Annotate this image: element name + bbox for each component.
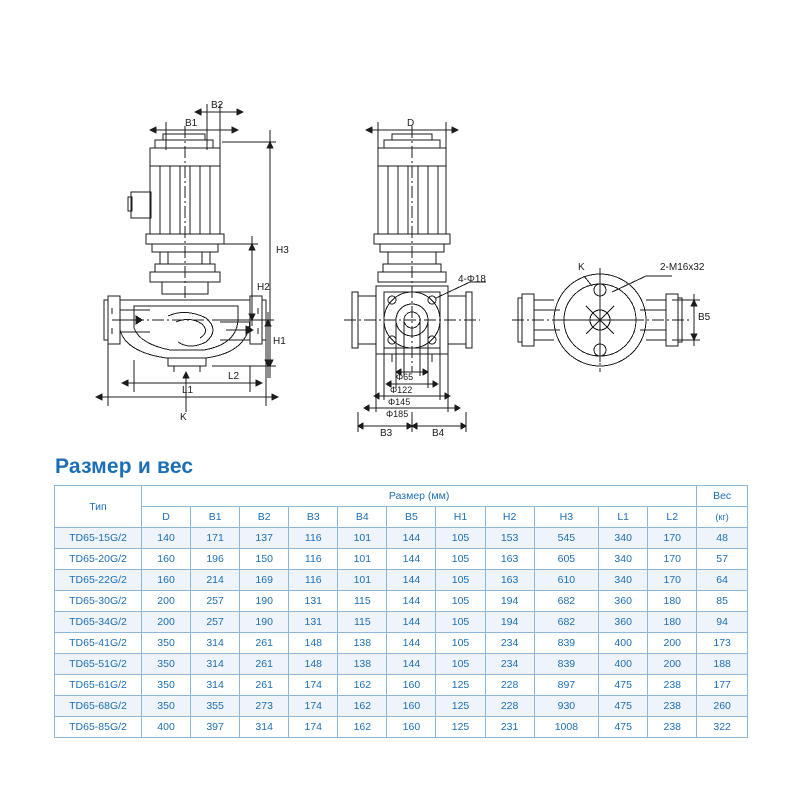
cell-b4: 162 [338,717,387,738]
dim-label-k-front: K [180,412,187,423]
cell-d: 350 [142,675,191,696]
cell-l1: 340 [599,570,648,591]
cell-type: TD65-68G/2 [55,696,142,717]
header-col-h2: H2 [485,507,534,528]
table-row [55,717,748,738]
cell-b3: 131 [289,612,338,633]
cell-l2: 170 [648,528,697,549]
cell-d: 200 [142,591,191,612]
cell-type: TD65-20G/2 [55,549,142,570]
cell-b1: 257 [191,612,240,633]
cell-h1: 105 [436,612,485,633]
header-group-size: Размер (мм) [142,486,697,507]
cell-l2: 238 [648,696,697,717]
dim-label-b3: B3 [380,428,393,439]
cell-h3: 897 [534,675,599,696]
cell-h1: 125 [436,696,485,717]
cell-b3: 116 [289,528,338,549]
cell-l1: 340 [599,528,648,549]
dim-label-b4: B4 [432,428,445,439]
cell-type: TD65-85G/2 [55,717,142,738]
cell-b4: 101 [338,549,387,570]
cell-b4: 115 [338,591,387,612]
cell-b1: 314 [191,654,240,675]
table-header-row-1 [55,486,748,507]
cell-type: TD65-41G/2 [55,633,142,654]
cell-b1: 214 [191,570,240,591]
cell-h2: 194 [485,591,534,612]
cell-b2: 261 [240,633,289,654]
cell-l2: 200 [648,654,697,675]
cell-b2: 190 [240,612,289,633]
cell-b5: 144 [387,633,436,654]
header-col-b2: B2 [240,507,289,528]
cell-h3: 610 [534,570,599,591]
dim-label-b1: B1 [185,118,198,129]
header-weight: Вес [697,486,748,507]
header-col-l2: L2 [648,507,697,528]
cell-b5: 144 [387,528,436,549]
table-body [55,528,748,738]
cell-l1: 475 [599,717,648,738]
cell-b3: 116 [289,549,338,570]
cell-l1: 400 [599,654,648,675]
cell-b1: 171 [191,528,240,549]
cell-weight: 57 [697,549,748,570]
cell-h2: 194 [485,612,534,633]
cell-h2: 234 [485,654,534,675]
header-col-h3: H3 [534,507,599,528]
header-weight-unit: (кг) [697,507,748,528]
cell-b5: 160 [387,675,436,696]
cell-type: TD65-15G/2 [55,528,142,549]
cell-l2: 170 [648,570,697,591]
cell-h2: 153 [485,528,534,549]
table-row [55,696,748,717]
cell-d: 350 [142,696,191,717]
table-row [55,528,748,549]
cell-h1: 105 [436,654,485,675]
dim-label-b2: B2 [211,100,224,111]
cell-b1: 314 [191,675,240,696]
header-type: Тип [55,486,142,528]
section-title: Размер и вес [55,455,194,478]
cell-b3: 174 [289,696,338,717]
cell-l1: 400 [599,633,648,654]
cell-b2: 137 [240,528,289,549]
cell-b2: 150 [240,549,289,570]
cell-l1: 360 [599,612,648,633]
cell-d: 160 [142,549,191,570]
cell-b4: 115 [338,612,387,633]
cell-d: 350 [142,654,191,675]
dim-label-k-top: K [578,262,585,273]
cell-b3: 148 [289,633,338,654]
cell-h2: 234 [485,633,534,654]
table-row [55,591,748,612]
cell-type: TD65-61G/2 [55,675,142,696]
cell-h2: 163 [485,570,534,591]
dim-label-b5: B5 [698,312,711,323]
cell-weight: 85 [697,591,748,612]
cell-h3: 605 [534,549,599,570]
cell-weight: 173 [697,633,748,654]
cell-weight: 188 [697,654,748,675]
cell-weight: 94 [697,612,748,633]
cell-l2: 238 [648,717,697,738]
dim-label-l1: L1 [182,385,194,396]
cell-h1: 105 [436,633,485,654]
cell-b2: 190 [240,591,289,612]
cell-h3: 682 [534,591,599,612]
cell-b4: 138 [338,633,387,654]
table-row [55,675,748,696]
cell-b3: 131 [289,591,338,612]
cell-h3: 839 [534,654,599,675]
cell-b5: 144 [387,591,436,612]
cell-h1: 105 [436,591,485,612]
cell-h1: 125 [436,675,485,696]
cell-b4: 162 [338,675,387,696]
table-row [55,633,748,654]
cell-b5: 144 [387,654,436,675]
cell-b1: 196 [191,549,240,570]
cell-weight: 48 [697,528,748,549]
cell-b5: 160 [387,717,436,738]
cell-d: 160 [142,570,191,591]
cell-d: 140 [142,528,191,549]
cell-b2: 273 [240,696,289,717]
table-row [55,570,748,591]
dim-label-phi122: Φ122 [390,385,413,395]
cell-h3: 1008 [534,717,599,738]
table-row [55,549,748,570]
cell-b4: 162 [338,696,387,717]
cell-l1: 360 [599,591,648,612]
cell-b2: 314 [240,717,289,738]
cell-type: TD65-30G/2 [55,591,142,612]
dim-label-phi65: Φ65 [396,372,414,382]
header-col-b1: B1 [191,507,240,528]
cell-h3: 839 [534,633,599,654]
dim-label-h3: H3 [276,245,289,256]
cell-type: TD65-34G/2 [55,612,142,633]
cell-b2: 261 [240,654,289,675]
cell-l2: 238 [648,675,697,696]
dim-label-phi145: Φ145 [388,397,411,407]
cell-b5: 160 [387,696,436,717]
cell-weight: 64 [697,570,748,591]
cell-h1: 125 [436,717,485,738]
cell-weight: 322 [697,717,748,738]
cell-b3: 116 [289,570,338,591]
cell-b5: 144 [387,612,436,633]
cell-d: 350 [142,633,191,654]
dim-label-h2: H2 [257,282,270,293]
cell-b4: 101 [338,570,387,591]
note-4-phi18: 4-Φ18 [458,274,486,285]
cell-l2: 170 [648,549,697,570]
cell-h2: 163 [485,549,534,570]
cell-b4: 101 [338,528,387,549]
dim-label-phi185: Φ185 [386,409,409,419]
cell-h2: 228 [485,675,534,696]
cell-h1: 105 [436,528,485,549]
cell-weight: 260 [697,696,748,717]
cell-l1: 475 [599,675,648,696]
header-col-b5: B5 [387,507,436,528]
cell-b5: 144 [387,570,436,591]
header-col-d: D [142,507,191,528]
cell-h2: 231 [485,717,534,738]
cell-type: TD65-22G/2 [55,570,142,591]
table-head [55,486,748,528]
cell-b1: 397 [191,717,240,738]
dimensions-table-wrapper [54,485,748,738]
cell-h3: 545 [534,528,599,549]
cell-b1: 314 [191,633,240,654]
cell-d: 200 [142,612,191,633]
cell-b2: 169 [240,570,289,591]
cell-b3: 174 [289,675,338,696]
cell-b3: 148 [289,654,338,675]
cell-b1: 355 [191,696,240,717]
cell-b3: 174 [289,717,338,738]
header-col-b3: B3 [289,507,338,528]
cell-d: 400 [142,717,191,738]
dim-label-d: D [407,118,415,129]
cell-b2: 261 [240,675,289,696]
cell-h1: 105 [436,570,485,591]
header-col-l1: L1 [599,507,648,528]
header-col-b4: B4 [338,507,387,528]
cell-h3: 930 [534,696,599,717]
dim-label-h1: H1 [273,336,286,347]
cell-l2: 200 [648,633,697,654]
cell-h1: 105 [436,549,485,570]
dim-label-l2: L2 [228,371,240,382]
cell-l2: 180 [648,612,697,633]
cell-b5: 144 [387,549,436,570]
cell-h3: 682 [534,612,599,633]
cell-l1: 475 [599,696,648,717]
cell-weight: 177 [697,675,748,696]
table-header-row-2 [55,507,748,528]
dimensions-table [54,485,748,738]
cell-b4: 138 [338,654,387,675]
cell-l2: 180 [648,591,697,612]
cell-l1: 340 [599,549,648,570]
cell-type: TD65-51G/2 [55,654,142,675]
cell-h2: 228 [485,696,534,717]
header-col-h1: H1 [436,507,485,528]
note-2-m16x32: 2-M16x32 [660,262,705,273]
table-row [55,654,748,675]
table-row [55,612,748,633]
cell-b1: 257 [191,591,240,612]
